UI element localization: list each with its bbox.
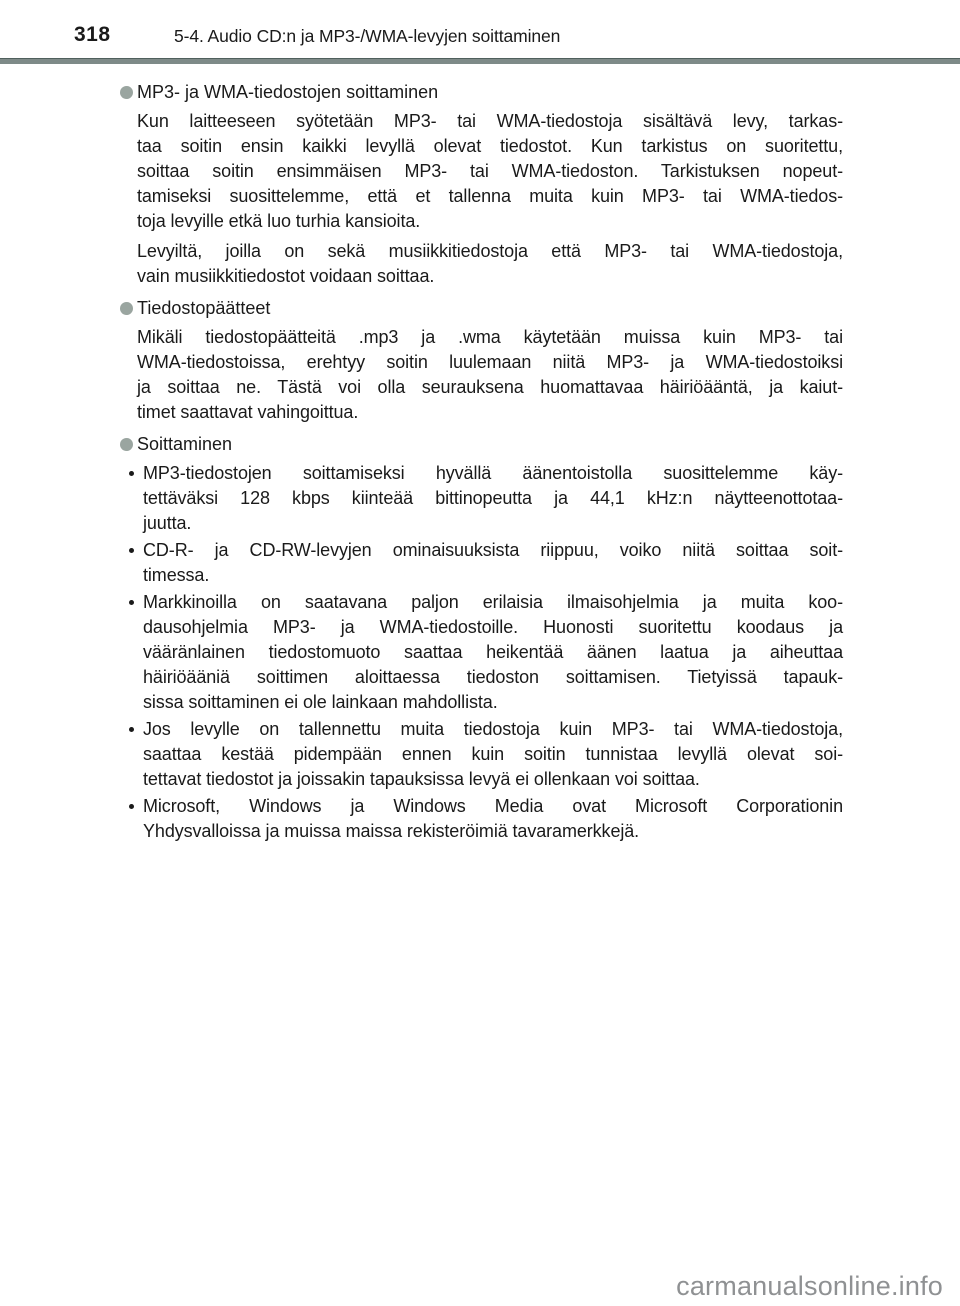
paragraph — [137, 109, 843, 234]
text-line: Microsoft, Windows ja Windows Media ovat Microsoft Corporationin — [143, 796, 843, 816]
section-heading — [120, 296, 843, 321]
chapter-section-title: 5-4. Audio CD:n ja MP3-/WMA-levyjen soittaminen — [174, 26, 561, 46]
text-line: CD-R- ja CD-RW-levyjen ominaisuuksista riippuu, voiko niitä soittaa soit- — [143, 540, 843, 560]
text-line: dausohjelmia MP3- ja WMA-tiedostoille. Huonosti suoritettu koodaus ja — [143, 617, 843, 637]
section-heading-label: Soittaminen — [137, 434, 233, 454]
text-line: Mikäli tiedostopäätteitä .mp3 ja .wma käytetään muissa kuin MP3- tai — [137, 327, 843, 347]
section-heading — [120, 80, 843, 105]
text-line: tamiseksi suosittelemme, että et tallenna muita kuin MP3- tai WMA-tiedos- — [137, 186, 843, 206]
section-bullet-icon — [120, 302, 133, 315]
section-bullet-icon — [120, 86, 133, 99]
paragraph — [137, 239, 843, 289]
text-line: tettavat tiedostot ja joissakin tapauksissa levyä ei ollenkaan voi soittaa. — [143, 769, 700, 789]
section-bullet-icon — [120, 438, 133, 451]
text-line: juutta. — [143, 513, 192, 533]
bullet-dot-icon — [129, 727, 134, 732]
page-number: 318 — [74, 23, 111, 46]
text-line: tettäväksi 128 kbps kiinteää bittinopeutta ja 44,1 kHz:n näytteenottotaa- — [143, 488, 843, 508]
list-item — [129, 538, 843, 588]
text-line: sissa soittaminen ei ole lainkaan mahdollista. — [143, 692, 498, 712]
text-line: häiriöääniä soittimen aloittaessa tiedoston soittamisen. Tietyissä tapauk- — [143, 667, 843, 687]
list-item — [129, 590, 843, 715]
list-item — [129, 794, 843, 844]
section-heading-label: Tiedostopäätteet — [137, 298, 271, 318]
text-line: toja levyille etkä luo turhia kansioita. — [137, 211, 421, 231]
paragraph — [137, 325, 843, 425]
list-item — [129, 461, 843, 536]
text-line: Kun laitteeseen syötetään MP3- tai WMA-tiedostoja sisältävä levy, tarkas- — [137, 111, 843, 131]
text-line: WMA-tiedostoissa, erehtyy soitin luulemaan niitä MP3- ja WMA-tiedostoiksi — [137, 352, 843, 372]
text-line: timessa. — [143, 565, 210, 585]
text-line: taa soitin ensin kaikki levyllä olevat tiedostot. Kun tarkistus on suoritettu, — [137, 136, 843, 156]
text-line: MP3-tiedostojen soittamiseksi hyvällä äänentoistolla suosittelemme käy- — [143, 463, 843, 483]
bullet-dot-icon — [129, 548, 134, 553]
text-line: Levyiltä, joilla on sekä musiikkitiedostoja että MP3- tai WMA-tiedostoja, — [137, 241, 843, 261]
bullet-dot-icon — [129, 471, 134, 476]
bullet-dot-icon — [129, 804, 134, 809]
manual-content — [0, 80, 960, 846]
text-line: saattaa kestää pidempään ennen kuin soitin tunnistaa levyllä olevat soi- — [143, 744, 843, 764]
text-line: vain musiikkitiedostot voidaan soittaa. — [137, 266, 435, 286]
section-heading — [120, 432, 843, 457]
text-line: Markkinoilla on saatavana paljon erilaisia ilmaisohjelmia ja muita koo- — [143, 592, 843, 612]
text-line: Jos levylle on tallennettu muita tiedostoja kuin MP3- tai WMA-tiedostoja, — [143, 719, 843, 739]
text-line: timet saattavat vahingoittua. — [137, 402, 359, 422]
list-item — [129, 717, 843, 792]
section-heading-label: MP3- ja WMA-tiedostojen soittaminen — [137, 82, 439, 102]
text-line: soittaa soitin ensimmäisen MP3- tai WMA-tiedoston. Tarkistuksen nopeut- — [137, 161, 843, 181]
text-line: Yhdysvalloissa ja muissa maissa rekisteröimiä tavaramerkkejä. — [143, 821, 640, 841]
watermark-text: carmanualsonline.info — [676, 1271, 943, 1301]
text-line: ja soittaa ne. Tästä voi olla seurauksena huomattavaa häiriöääntä, ja kaiut- — [137, 377, 843, 397]
text-line: vääränlainen tiedostomuoto saattaa heikentää äänen laatua ja aiheuttaa — [143, 642, 843, 662]
header-divider — [0, 58, 960, 64]
bullet-dot-icon — [129, 600, 134, 605]
page-header — [0, 22, 960, 52]
